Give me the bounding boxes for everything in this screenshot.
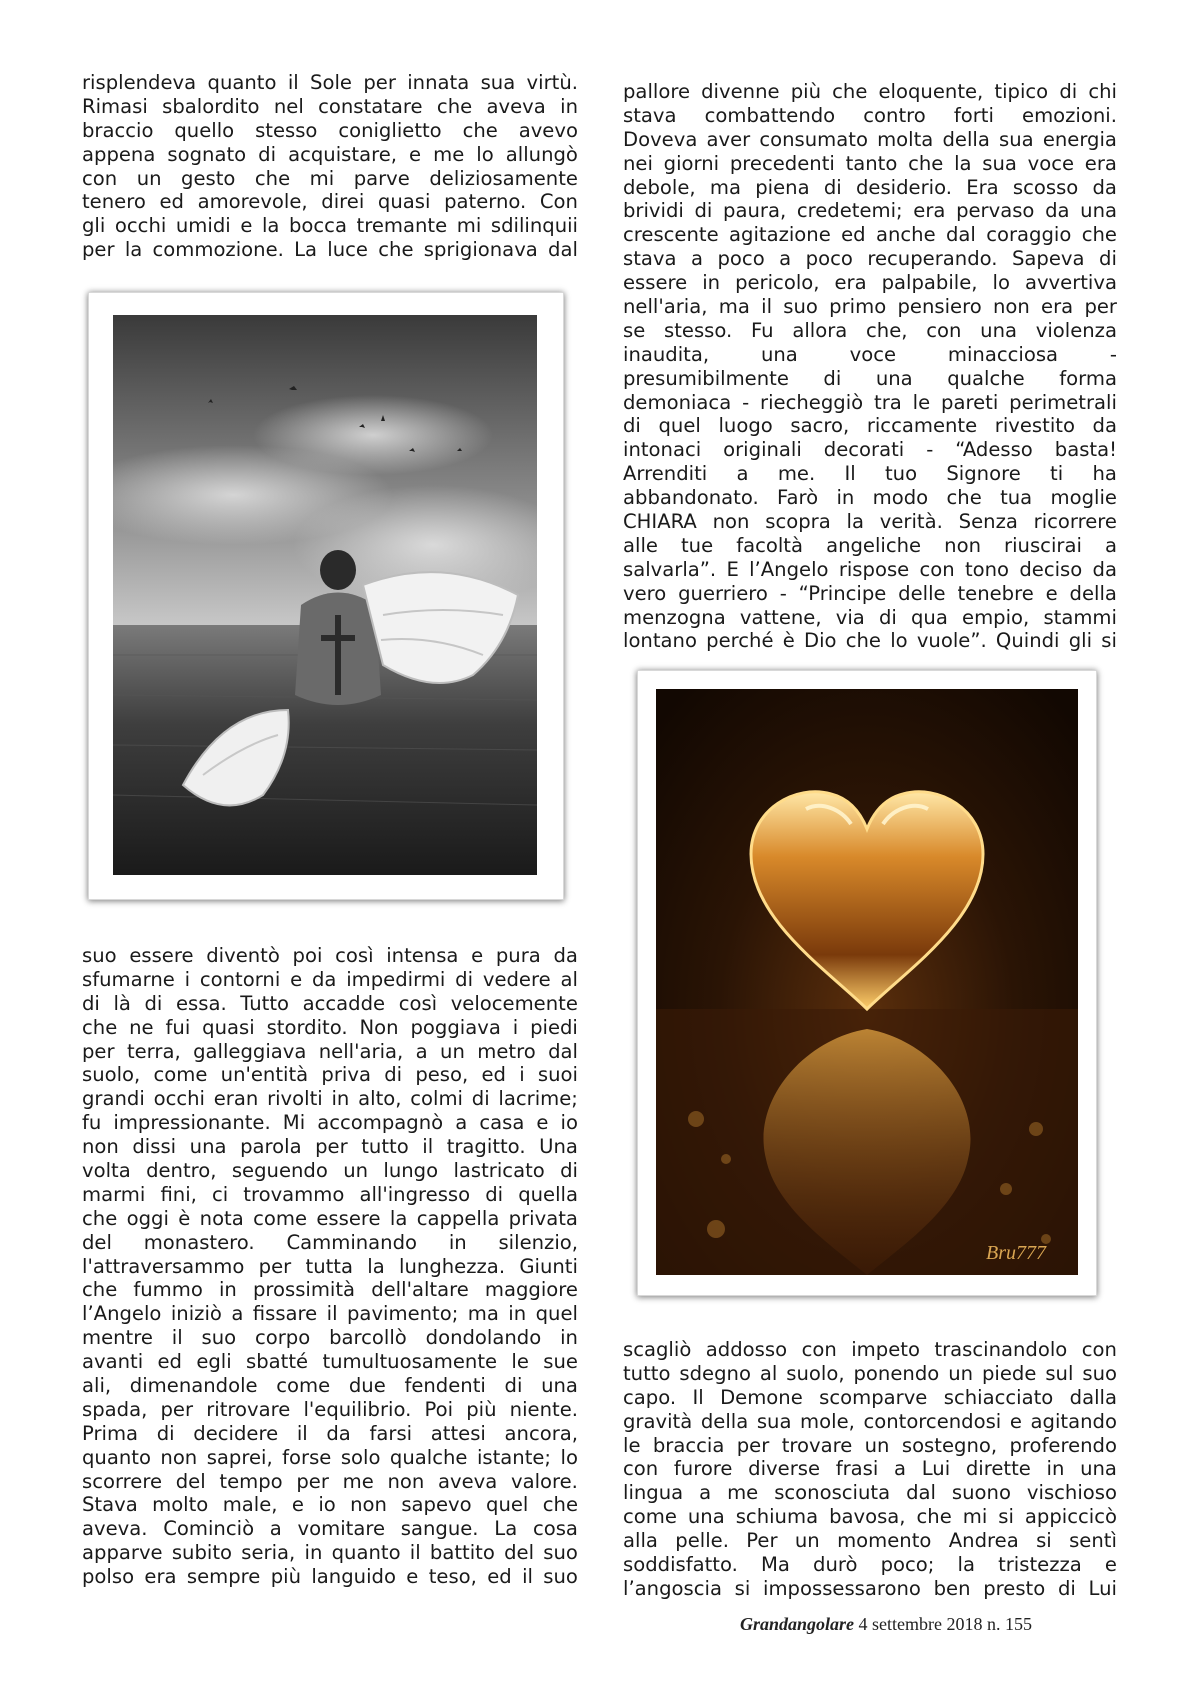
text-line: risplendeva quanto il Sole per innata sua virtù. xyxy=(82,71,578,94)
text-line: intonaci originali decorati - “Adesso basta! xyxy=(623,438,1117,462)
text-line: Prima di decidere il da farsi attesi ancora, xyxy=(82,1421,578,1445)
text-line: Arrenditi a me. Il tuo Signore ti ha xyxy=(623,462,1117,486)
text-line: con furore diverse frasi a Lui dirette in una xyxy=(623,1457,1117,1481)
text-line: capo. Il Demone scomparve schiacciato dalla xyxy=(623,1385,1117,1409)
angel-photo-frame xyxy=(88,292,564,900)
text-line: stava a poco a poco recuperando. Sapeva di xyxy=(623,247,1117,271)
text-line: crescente agitazione ed anche dal coraggio che xyxy=(623,223,1117,247)
text-line: alla pelle. Per un momento Andrea si sentì xyxy=(623,1529,1117,1553)
text-line: l’Angelo iniziò a fissare il pavimento; ma in quel xyxy=(82,1302,578,1326)
text-line: di quel luogo sacro, riccamente rivestito da xyxy=(623,414,1117,438)
text-line: scorrere del tempo per me non aveva valore. xyxy=(82,1469,578,1493)
text-line: soddisfatto. Ma durò poco; la tristezza e xyxy=(623,1553,1117,1577)
page-footer xyxy=(740,1614,1032,1635)
text-line: se stesso. Fu allora che, con una violenza xyxy=(623,318,1117,342)
text-line: polso era sempre più languido e teso, ed il suo xyxy=(82,1565,578,1589)
text-line: tutto sdegno al suolo, ponendo un piede sul suo xyxy=(623,1361,1117,1385)
text-line: alle tue facoltà angeliche non riuscirai a xyxy=(623,533,1117,557)
text-line: nei giorni precedenti tanto che la sua voce era xyxy=(623,151,1117,175)
text-line: braccio quello stesso coniglietto che avevo xyxy=(82,118,578,142)
text-line: tenero ed amorevole, direi quasi paterno. Con xyxy=(82,190,578,214)
text-line: debole, ma piena di desiderio. Era scosso da xyxy=(623,175,1117,199)
text-line: marmi fini, ci trovammo all'ingresso di quella xyxy=(82,1182,578,1206)
text-line: non dissi una parola per tutto il tragitto. Una xyxy=(82,1135,578,1159)
publication-name: Grandangolare xyxy=(740,1614,855,1634)
text-line: del monastero. Camminando in silenzio, xyxy=(82,1230,578,1254)
text-line: per terra, galleggiava nell'aria, a un metro dal xyxy=(82,1039,578,1063)
text-line: appena sognato di acquistare, e me lo allungò xyxy=(82,142,578,166)
text-line: con un gesto che mi parve deliziosamente xyxy=(82,166,578,190)
issue-info: 4 settembre 2018 n. 155 xyxy=(854,1614,1033,1634)
heart-image xyxy=(656,689,1078,1275)
text-line: demoniaca - riecheggiò tra le pareti perimetrali xyxy=(623,390,1117,414)
angel-image xyxy=(113,315,537,875)
text-line: apparve subito seria, in quanto il battito del suo xyxy=(82,1541,578,1565)
text-line: lontano perché è Dio che lo vuole”. Quindi gli si xyxy=(623,629,1117,653)
image-watermark: Bru777 xyxy=(986,1242,1046,1264)
text-line: volta dentro, seguendo un lungo lastricato di xyxy=(82,1159,578,1183)
text-line: ali, dimenandole come due fendenti di una xyxy=(82,1374,578,1398)
text-line: essere in pericolo, era palpabile, lo avvertiva xyxy=(623,271,1117,295)
text-line: CHIARA non scopra la verità. Senza ricorrere xyxy=(623,510,1117,534)
text-line: presumibilmente di una qualche forma xyxy=(623,366,1117,390)
text-line: le braccia per trovare un sostegno, proferendo xyxy=(623,1433,1117,1457)
column-left-bottom xyxy=(82,944,578,1589)
text-line: stava combattendo contro forti emozioni. xyxy=(623,103,1117,127)
text-line: per la commozione. La luce che sprigionava dal xyxy=(82,238,578,262)
text-line: vero guerriero - “Principe delle tenebre e della xyxy=(623,581,1117,605)
text-line: quanto non saprei, forse solo qualche istante; lo xyxy=(82,1445,578,1469)
text-line: fu impressionante. Mi accompagnò a casa e io xyxy=(82,1111,578,1135)
heart-photo-frame xyxy=(637,670,1097,1296)
text-line: salvarla”. E l’Angelo rispose con tono deciso da xyxy=(623,557,1117,581)
text-line: abbandonato. Farò in modo che tua moglie xyxy=(623,486,1117,510)
text-line: l’angoscia si impossessarono ben presto di Lui xyxy=(623,1576,1117,1600)
text-line: l'attraversammo per tutta la lunghezza. Giunti xyxy=(82,1254,578,1278)
text-line: che fummo in prossimità dell'altare maggiore xyxy=(82,1278,578,1302)
text-line: mentre il suo corpo barcollò dondolando in xyxy=(82,1326,578,1350)
text-line: aveva. Cominciò a vomitare sangue. La cosa xyxy=(82,1517,578,1541)
text-line: inaudita, una voce minacciosa - xyxy=(623,342,1117,366)
column-right-bottom xyxy=(623,1338,1117,1601)
text-line: gli occhi umidi e la bocca tremante mi sdilinquii xyxy=(82,214,578,238)
text-line: di là di essa. Tutto accadde così velocemente xyxy=(82,991,578,1015)
heart-photo xyxy=(656,689,1078,1275)
text-line: avanti ed egli sbatté tumultuosamente le sue xyxy=(82,1350,578,1374)
text-line: spada, per ritrovare l'equilibrio. Poi più niente. xyxy=(82,1397,578,1421)
text-line: che oggi è nota come essere la cappella privata xyxy=(82,1206,578,1230)
text-line: brividi di paura, credetemi; era pervaso da una xyxy=(623,199,1117,223)
text-line: Rimasi sbalordito nel constatare che aveva in xyxy=(82,94,578,118)
text-line: grandi occhi eran rivolti in alto, colmi di lacrime; xyxy=(82,1087,578,1111)
text-line: nell'aria, ma il suo primo pensiero non era per xyxy=(623,295,1117,319)
text-line: gravità della sua mole, contorcendosi e agitando xyxy=(623,1409,1117,1433)
text-line: suo essere diventò poi così intensa e pura da xyxy=(82,944,578,967)
text-line: Stava molto male, e io non sapevo quel che xyxy=(82,1493,578,1517)
column-right-top xyxy=(623,80,1117,653)
column-left-top xyxy=(82,71,578,262)
angel-photo xyxy=(113,315,537,875)
text-line: che ne fui quasi stordito. Non poggiava i piedi xyxy=(82,1015,578,1039)
text-line: pallore divenne più che eloquente, tipico di chi xyxy=(623,80,1117,103)
text-line: scagliò addosso con impeto trascinandolo con xyxy=(623,1338,1117,1361)
text-line: come una schiuma bavosa, che mi si appiccicò xyxy=(623,1505,1117,1529)
text-line: menzogna vattene, via di qua empio, stammi xyxy=(623,605,1117,629)
text-line: Doveva aver consumato molta della sua energia xyxy=(623,127,1117,151)
text-line: sfumarne i contorni e da impedirmi di vedere al xyxy=(82,967,578,991)
text-line: lingua a me sconosciuta dal suono vischioso xyxy=(623,1481,1117,1505)
text-line: suolo, come un'entità priva di peso, ed i suoi xyxy=(82,1063,578,1087)
